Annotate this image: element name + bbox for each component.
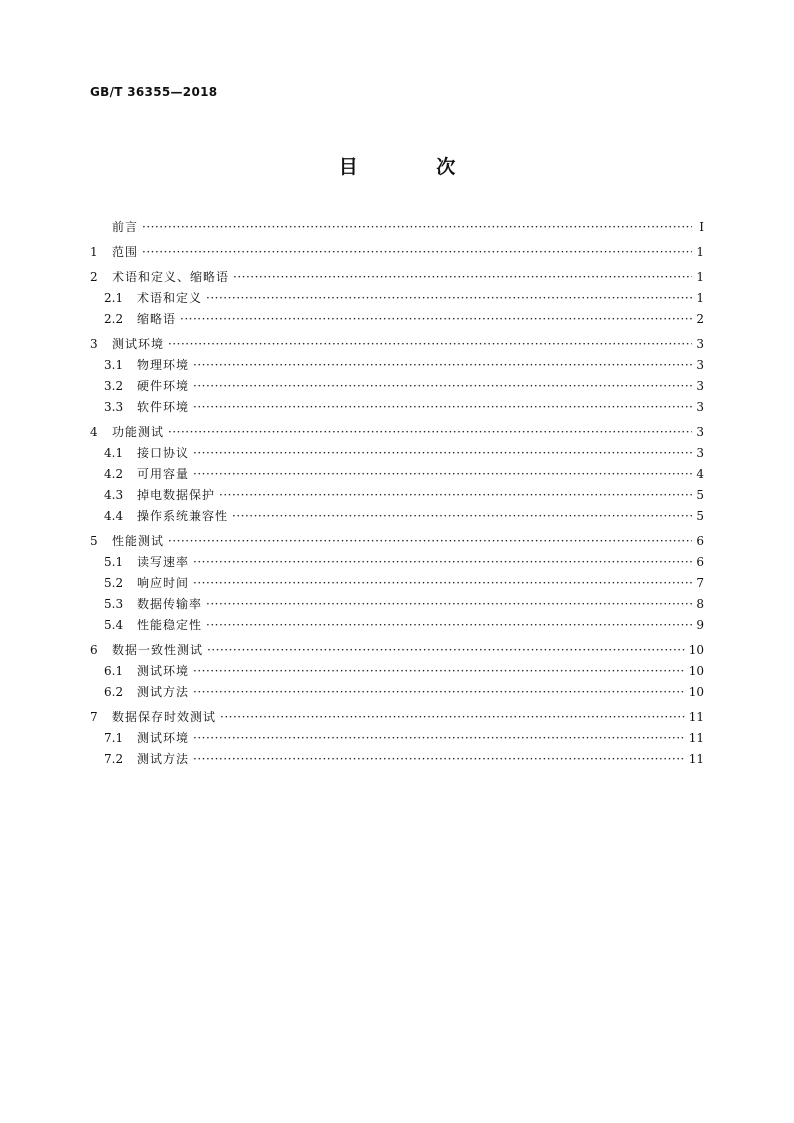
toc-entry-page: 1: [696, 245, 704, 259]
toc-entry-number: 4.3: [104, 488, 124, 502]
toc-entry-label: 测试环境: [137, 664, 190, 678]
toc-dot-leader: [193, 728, 685, 749]
toc-entry[interactable]: [90, 640, 704, 661]
toc-entry[interactable]: [90, 661, 704, 682]
toc-dot-leader: [180, 309, 692, 330]
toc-entry[interactable]: [90, 397, 704, 418]
toc-dot-leader: [206, 615, 692, 636]
toc-entry-number: 4.4: [104, 509, 124, 523]
toc-dot-leader: [206, 288, 692, 309]
toc-entry-number: 2.1: [104, 291, 124, 305]
toc-dot-leader: [193, 749, 685, 770]
toc-entry-number: 3.3: [104, 400, 124, 414]
toc-dot-leader: [193, 573, 692, 594]
toc-entry-page: 8: [696, 597, 704, 611]
toc-dot-leader: [206, 594, 692, 615]
toc-entry-number: 7.1: [104, 731, 124, 745]
toc-entry[interactable]: [90, 728, 704, 749]
toc-entry[interactable]: [90, 242, 704, 263]
toc-entry[interactable]: [90, 707, 704, 728]
toc-entry[interactable]: [90, 309, 704, 330]
toc-entry-label: 可用容量: [137, 467, 190, 481]
toc-dot-leader: [193, 397, 692, 418]
table-of-contents: [90, 217, 704, 770]
toc-entry-label: 硬件环境: [137, 379, 190, 393]
toc-entry-label: 数据保存时效测试: [112, 710, 217, 724]
toc-entry-label: 读写速率: [137, 555, 190, 569]
toc-entry-page: Ⅰ: [699, 220, 704, 234]
toc-entry[interactable]: [90, 288, 704, 309]
toc-dot-leader: [168, 334, 692, 355]
toc-entry-page: 11: [688, 710, 704, 724]
toc-dot-leader: [193, 661, 685, 682]
toc-entry-label: 术语和定义、缩略语: [112, 270, 230, 284]
toc-dot-leader: [233, 267, 692, 288]
toc-entry-label: 测试方法: [137, 685, 190, 699]
toc-entry-label: 测试环境: [137, 731, 190, 745]
toc-dot-leader: [193, 552, 692, 573]
toc-entry-label: 数据传输率: [137, 597, 203, 611]
toc-entry-label: 物理环境: [137, 358, 190, 372]
toc-entry-number: 2.2: [104, 312, 124, 326]
toc-entry-number: 4.2: [104, 467, 124, 481]
toc-entry-label: 前言: [112, 220, 139, 234]
toc-entry-page: 5: [696, 488, 704, 502]
toc-dot-leader: [168, 422, 692, 443]
toc-entry-label: 掉电数据保护: [137, 488, 216, 502]
toc-entry[interactable]: [90, 422, 704, 443]
toc-entry-page: 11: [688, 731, 704, 745]
toc-entry[interactable]: [90, 334, 704, 355]
toc-entry[interactable]: [90, 267, 704, 288]
toc-entry[interactable]: [90, 594, 704, 615]
toc-entry[interactable]: [90, 443, 704, 464]
toc-entry[interactable]: [90, 749, 704, 770]
page-title: 目 次: [338, 156, 492, 178]
toc-entry-page: 3: [696, 379, 704, 393]
toc-dot-leader: [142, 217, 692, 238]
toc-entry-number: 3.2: [104, 379, 124, 393]
toc-entry-label: 缩略语: [137, 312, 177, 326]
toc-dot-leader: [207, 640, 685, 661]
toc-entry-number: 7.2: [104, 752, 124, 766]
toc-entry-number: 7: [90, 710, 98, 724]
toc-entry[interactable]: [90, 573, 704, 594]
toc-entry-number: 6.2: [104, 685, 124, 699]
toc-entry-label: 功能测试: [112, 425, 165, 439]
toc-entry-page: 1: [696, 270, 704, 284]
toc-entry-page: 4: [696, 467, 704, 481]
toc-entry-page: 3: [696, 337, 704, 351]
toc-entry[interactable]: [90, 376, 704, 397]
toc-entry-page: 11: [688, 752, 704, 766]
toc-entry-label: 测试方法: [137, 752, 190, 766]
toc-entry[interactable]: [90, 682, 704, 703]
toc-dot-leader: [219, 485, 692, 506]
toc-entry[interactable]: [90, 615, 704, 636]
toc-entry-page: 6: [696, 555, 704, 569]
toc-dot-leader: [193, 376, 692, 397]
toc-entry-label: 软件环境: [137, 400, 190, 414]
toc-entry-label: 测试环境: [112, 337, 165, 351]
toc-entry-page: 9: [696, 618, 704, 632]
toc-dot-leader: [220, 707, 685, 728]
toc-entry[interactable]: [90, 464, 704, 485]
toc-dot-leader: [193, 443, 692, 464]
toc-entry-number: 4.1: [104, 446, 124, 460]
toc-entry-page: 3: [696, 358, 704, 372]
toc-entry-page: 5: [696, 509, 704, 523]
toc-dot-leader: [193, 682, 685, 703]
toc-entry-number: 3.1: [104, 358, 124, 372]
toc-dot-leader: [193, 464, 692, 485]
toc-dot-leader: [232, 506, 692, 527]
toc-entry-number: 4: [90, 425, 98, 439]
toc-entry-number: 5.1: [104, 555, 124, 569]
toc-entry-label: 术语和定义: [137, 291, 203, 305]
toc-entry-page: 2: [696, 312, 704, 326]
toc-entry-number: 3: [90, 337, 98, 351]
toc-entry-number: 6: [90, 643, 98, 657]
toc-entry-number: 5.3: [104, 597, 124, 611]
toc-dot-leader: [193, 355, 692, 376]
toc-entry-label: 响应时间: [137, 576, 190, 590]
toc-entry-number: 5: [90, 534, 98, 548]
toc-entry-number: 6.1: [104, 664, 124, 678]
toc-entry[interactable]: [90, 531, 704, 552]
toc-dot-leader: [142, 242, 692, 263]
toc-entry-page: 6: [696, 534, 704, 548]
standard-code: GB/T 36355—2018: [90, 85, 218, 99]
toc-entry[interactable]: [90, 355, 704, 376]
toc-entry-page: 1: [696, 291, 704, 305]
toc-entry-label: 性能测试: [112, 534, 165, 548]
toc-entry-label: 操作系统兼容性: [137, 509, 229, 523]
toc-entry-page: 10: [688, 643, 704, 657]
toc-entry-page: 10: [688, 664, 704, 678]
toc-entry-label: 性能稳定性: [137, 618, 203, 632]
toc-entry[interactable]: [90, 217, 704, 238]
toc-entry[interactable]: [90, 552, 704, 573]
toc-dot-leader: [168, 531, 692, 552]
toc-entry-number: 5.2: [104, 576, 124, 590]
toc-entry[interactable]: [90, 485, 704, 506]
toc-entry[interactable]: [90, 506, 704, 527]
toc-entry-page: 7: [696, 576, 704, 590]
toc-entry-number: 1: [90, 245, 98, 259]
toc-entry-number: 5.4: [104, 618, 124, 632]
toc-entry-label: 范围: [112, 245, 139, 259]
toc-entry-page: 3: [696, 400, 704, 414]
toc-entry-label: 接口协议: [137, 446, 190, 460]
toc-entry-label: 数据一致性测试: [112, 643, 204, 657]
toc-entry-number: 2: [90, 270, 98, 284]
toc-entry-page: 3: [696, 425, 704, 439]
toc-entry-page: 3: [696, 446, 704, 460]
toc-entry-page: 10: [688, 685, 704, 699]
